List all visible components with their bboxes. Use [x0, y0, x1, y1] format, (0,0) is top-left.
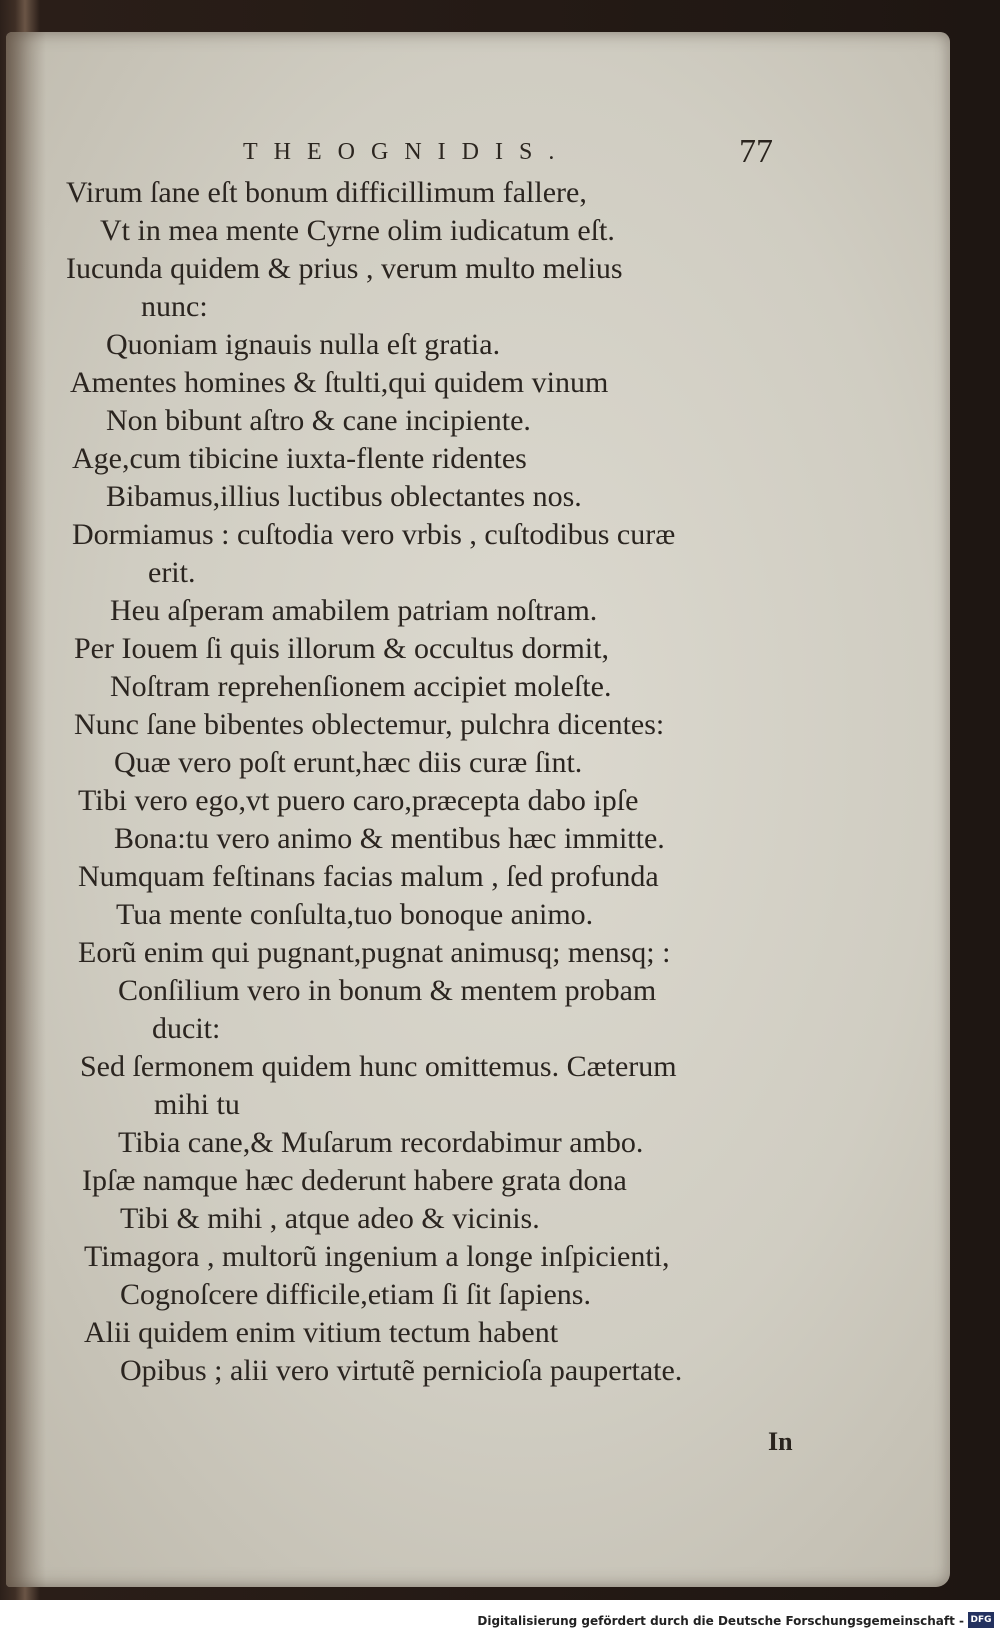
verse-line: Tibi & mihi , atque adeo & vicinis.	[120, 1202, 540, 1235]
verse-line: Timagora , multorũ ingenium a longe inſpicienti,	[84, 1240, 670, 1273]
verse-line: Numquam feſtinans facias malum , ſed profunda	[78, 860, 659, 893]
verse-line: Eorũ enim qui pugnant,pugnat animusq; mensq; :	[78, 936, 671, 969]
footer-bar	[0, 1600, 1000, 1643]
verse-line: Sed ſermonem quidem hunc omittemus. Cæterum	[80, 1050, 677, 1083]
verse-line: Noſtram reprehenſionem accipiet moleſte.	[110, 670, 612, 703]
verse-line: Per Iouem ſi quis illorum & occultus dormit,	[74, 632, 609, 665]
running-head: THEOGNIDIS.	[243, 139, 571, 165]
verse-line: Virum ſane eſt bonum difficillimum fallere,	[66, 176, 587, 209]
verse-line: ducit:	[152, 1012, 221, 1045]
catchword: In	[768, 1427, 793, 1456]
dfg-logo: DFG	[968, 1612, 994, 1628]
verse-line: nunc:	[141, 290, 208, 323]
verse-line: Iucunda quidem & prius , verum multo melius	[66, 252, 623, 285]
verse-line: Vt in mea mente Cyrne olim iudicatum eſt.	[100, 214, 615, 247]
verse-line: Ipſæ namque hæc dederunt habere grata dona	[82, 1164, 627, 1197]
verse-line: Bona:tu vero animo & mentibus hæc immitte.	[114, 822, 665, 855]
funding-credit: Digitalisierung gefördert durch die Deutsche Forschungsgemeinschaft -	[477, 1614, 964, 1628]
verse-line: Heu aſperam amabilem patriam noſtram.	[110, 594, 598, 627]
verse-line: Non bibunt aſtro & cane incipiente.	[106, 404, 531, 437]
verse-line: Tibi vero ego,vt puero caro,præcepta dabo ipſe	[78, 784, 639, 817]
page-header	[6, 133, 950, 179]
verse-line: Age,cum tibicine iuxta-flente ridentes	[72, 442, 527, 475]
spine-shadow	[6, 32, 46, 1587]
book-page	[6, 32, 950, 1587]
verse-line: Dormiamus : cuſtodia vero vrbis , cuſtodibus curæ	[72, 518, 676, 551]
verse-line: Cognoſcere difficile,etiam ſi ſit ſapiens.	[120, 1278, 591, 1311]
verse-line: Tibia cane,& Muſarum recordabimur ambo.	[118, 1126, 644, 1159]
verse-line: Opibus ; alii vero virtutẽ pernicioſa paupertate.	[120, 1354, 683, 1387]
verse-line: Quoniam ignauis nulla eſt gratia.	[106, 328, 501, 361]
verse-line: Alii quidem enim vitium tectum habent	[84, 1316, 559, 1349]
verse-line: erit.	[148, 556, 196, 589]
verse-line: Bibamus,illius luctibus oblectantes nos.	[106, 480, 582, 513]
verse-line: Conſilium vero in bonum & mentem probam	[118, 974, 657, 1007]
verse-line: Nunc ſane bibentes oblectemur, pulchra dicentes:	[74, 708, 665, 741]
verse-line: Quæ vero poſt erunt,hæc diis curæ ſint.	[114, 746, 583, 779]
page-number: 77	[739, 133, 773, 170]
verse-line: Tua mente conſulta,tuo bonoque animo.	[116, 898, 594, 931]
verse-line: mihi tu	[154, 1088, 240, 1121]
verse-line: Amentes homines & ſtulti,qui quidem vinum	[70, 366, 609, 399]
